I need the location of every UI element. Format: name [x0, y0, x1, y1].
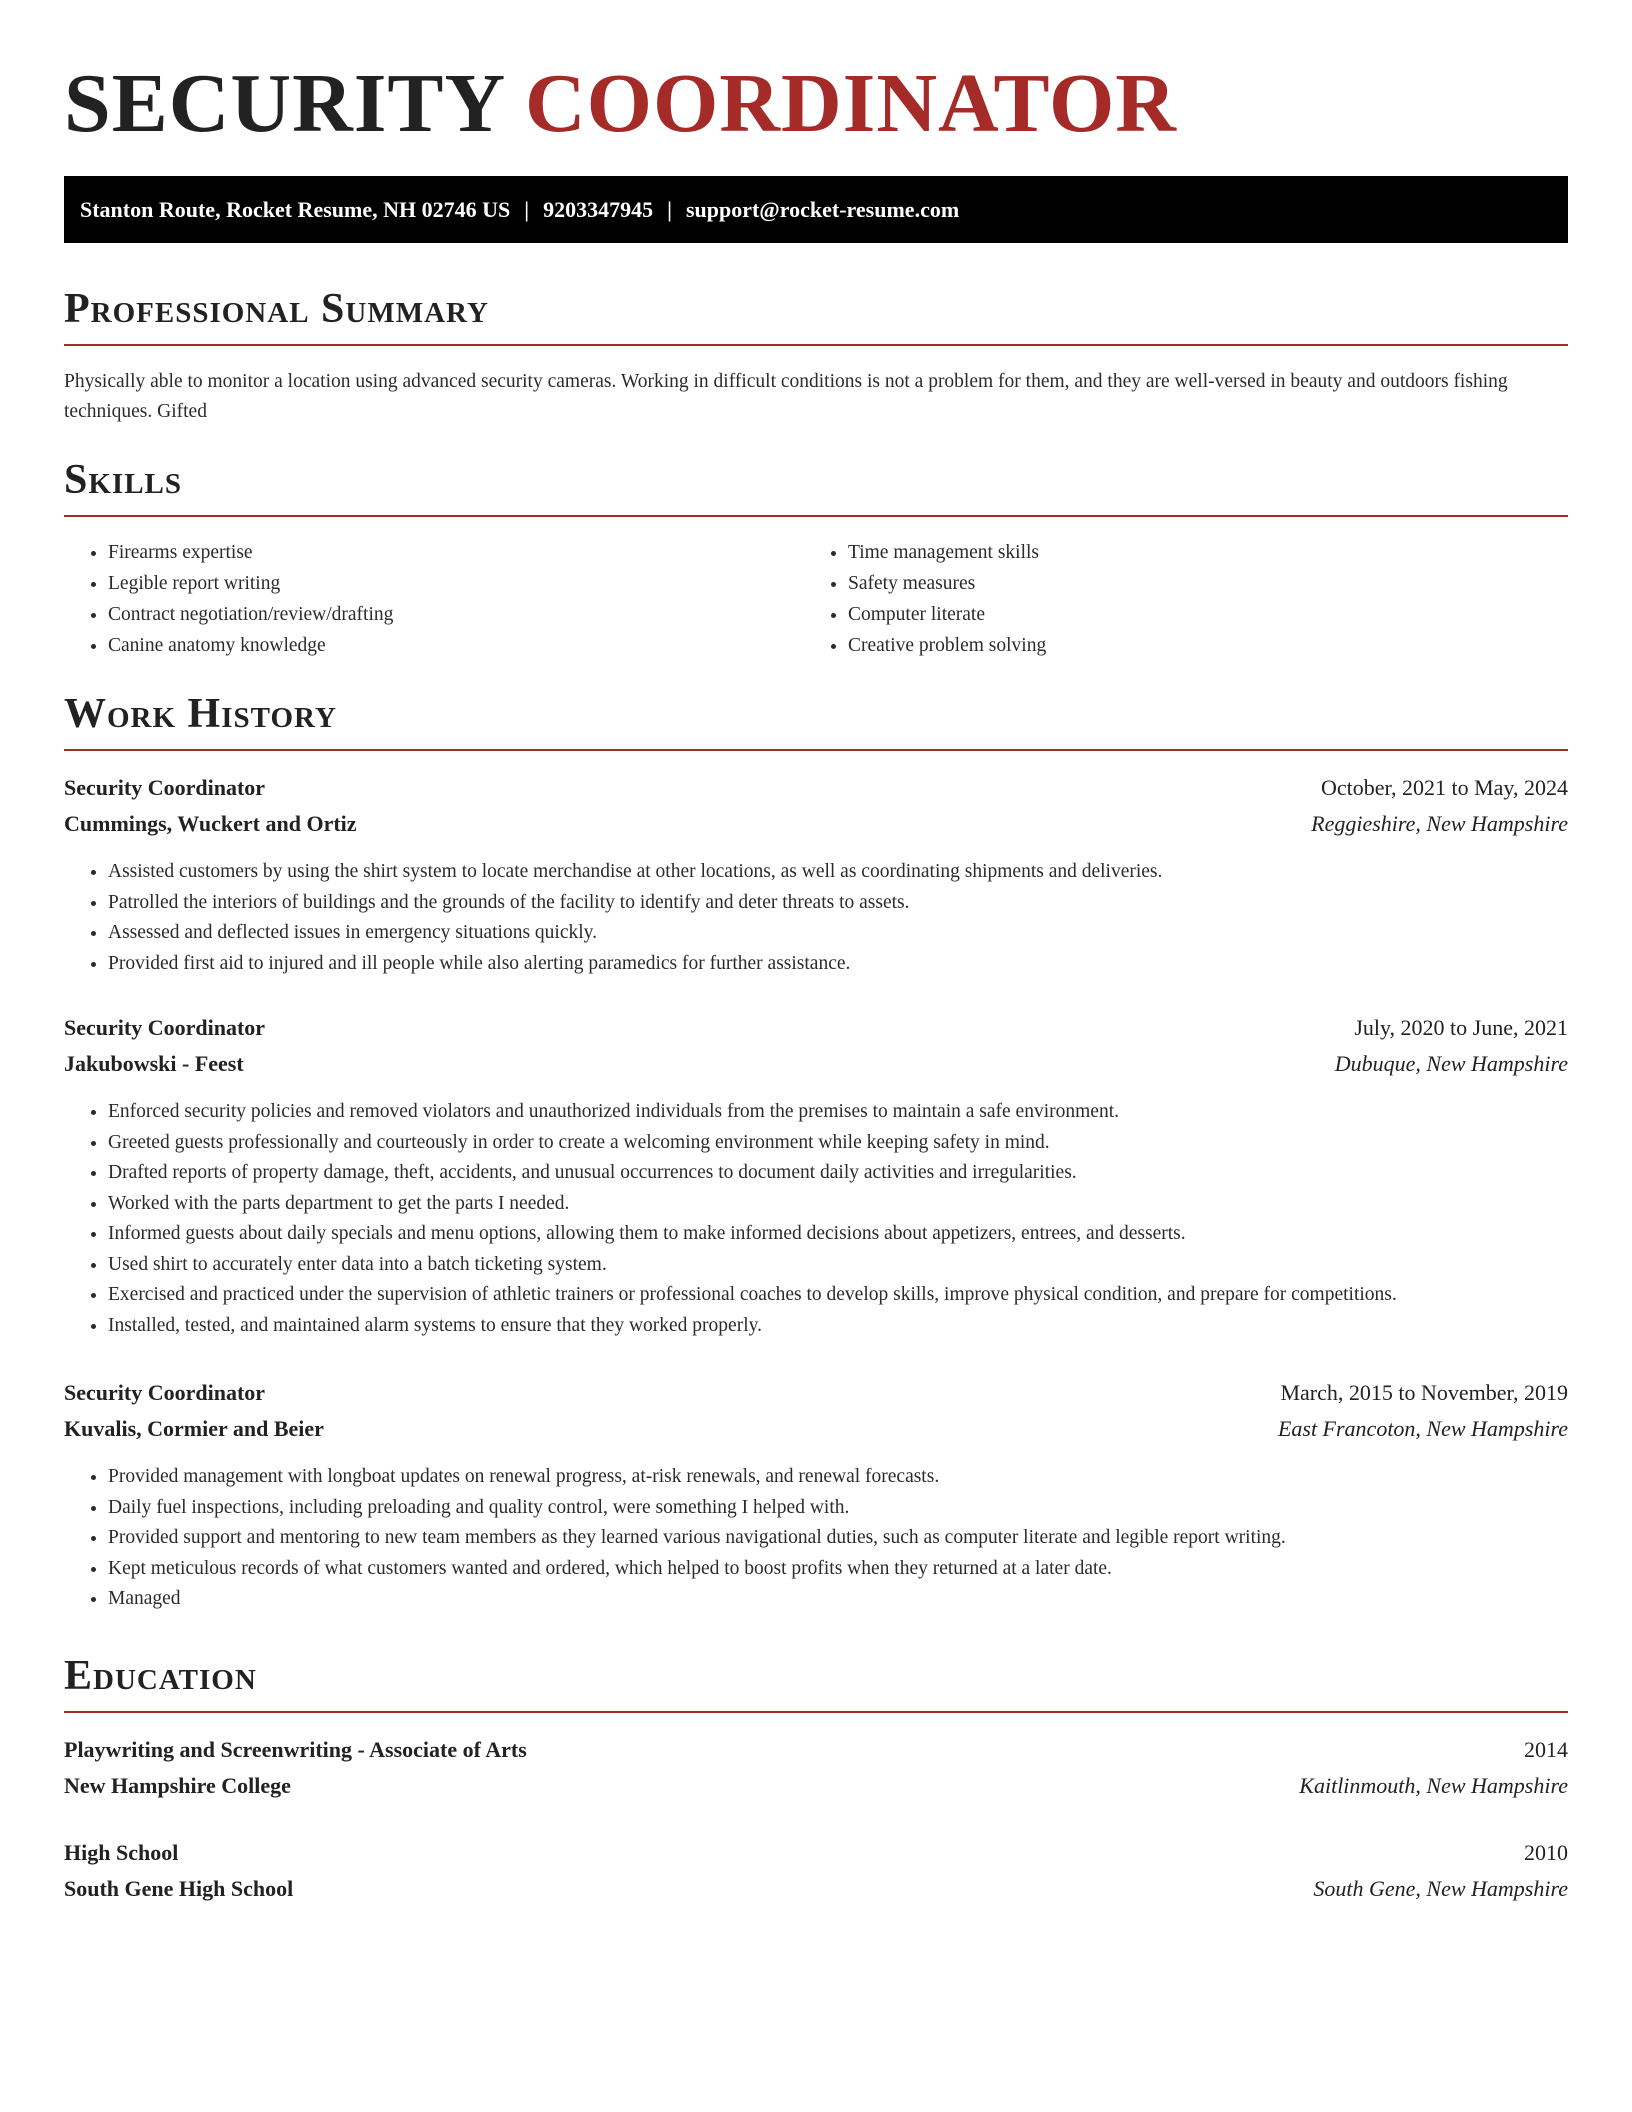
contact-address: Stanton Route, Rocket Resume, NH 02746 US: [80, 197, 511, 222]
resume-title: [64, 0, 1568, 168]
edu-location: South Gene, New Hampshire: [1313, 1876, 1568, 1901]
summary-text: Physically able to monitor a location using advanced security cameras. Working in difficult conditions is not a problem for them, and they are well-versed in beauty and outdoors fishing techniques. Gifted: [64, 371, 1508, 422]
job-location: Reggieshire, New Hampshire: [1311, 811, 1568, 836]
job-bullets: [64, 1097, 1568, 1341]
skill-item: • Creative problem solving: [848, 630, 1548, 661]
job-bullet: • Used shirt to accurately enter data into a batch ticketing system.: [108, 1250, 1568, 1281]
title-part-1: SECURITY: [64, 57, 503, 150]
job-bullet: • Provided management with longboat updates on renewal progress, at-risk renewals, and renewal forecasts.: [108, 1462, 1568, 1493]
job-bullet: • Assessed and deflected issues in emergency situations quickly.: [108, 918, 1568, 949]
job-title: Security Coordinator: [64, 1015, 266, 1040]
skill-item: • Legible report writing: [108, 568, 808, 599]
edu-degree: Playwriting and Screenwriting - Associate of Arts: [64, 1737, 527, 1762]
contact-separator: |: [667, 197, 672, 222]
contact-email[interactable]: support@rocket-resume.com: [685, 197, 960, 222]
edu-location: Kaitlinmouth, New Hampshire: [1299, 1773, 1568, 1798]
job-company: Jakubowski - Feest: [64, 1051, 244, 1076]
job-dates: March, 2015 to November, 2019: [1280, 1380, 1568, 1405]
skills-list-left: [64, 537, 808, 661]
job-bullet: • Greeted guests professionally and courteously in order to create a welcoming environment while keeping safety in mind.: [108, 1128, 1568, 1159]
skill-item: • Firearms expertise: [108, 537, 808, 568]
skills-list-right: [804, 537, 1548, 661]
job-bullets: [64, 1462, 1568, 1615]
job-bullet: • Provided first aid to injured and ill people while also alerting paramedics for further assistance.: [108, 949, 1568, 980]
skill-item: • Canine anatomy knowledge: [108, 630, 808, 661]
skills-heading: Skills: [64, 455, 1568, 517]
job-bullet: • Patrolled the interiors of buildings and the grounds of the facility to identify and deter threats to assets.: [108, 888, 1568, 919]
job-company: Kuvalis, Cormier and Beier: [64, 1416, 324, 1441]
work-history-heading: Work History: [64, 689, 1568, 751]
job-company: Cummings, Wuckert and Ortiz: [64, 811, 357, 836]
edu-degree: High School: [64, 1840, 179, 1865]
job-bullet: • Daily fuel inspections, including preloading and quality control, were something I helped with.: [108, 1493, 1568, 1524]
contact-phone[interactable]: 9203347945: [543, 197, 654, 222]
job-bullet: • Managed: [108, 1584, 1568, 1615]
job-bullet: • Enforced security policies and removed violators and unauthorized individuals from the premises to maintain a safe environment.: [108, 1097, 1568, 1128]
edu-year: 2014: [1524, 1737, 1568, 1762]
summary-heading: Professional Summary: [64, 284, 1568, 346]
skill-item: • Computer literate: [848, 599, 1548, 630]
job-location: Dubuque, New Hampshire: [1334, 1051, 1568, 1076]
education-entry: [64, 1737, 1568, 1809]
resume-page: [64, 0, 1568, 1901]
job-bullet: • Drafted reports of property damage, theft, accidents, and unusual occurrences to document daily activities and irregularities.: [108, 1158, 1568, 1189]
job-entry: [64, 775, 1568, 979]
job-entry: [64, 1380, 1568, 1615]
job-dates: July, 2020 to June, 2021: [1354, 1015, 1568, 1040]
job-bullet: • Provided support and mentoring to new team members as they learned various navigational duties, such as computer literate and legible report writing.: [108, 1523, 1568, 1554]
job-bullet: • Installed, tested, and maintained alarm systems to ensure that they worked properly.: [108, 1311, 1568, 1342]
job-location: East Francoton, New Hampshire: [1277, 1416, 1568, 1441]
job-entry: [64, 1015, 1568, 1341]
job-title: Security Coordinator: [64, 775, 266, 800]
job-bullet: • Exercised and practiced under the supervision of athletic trainers or professional coaches to develop skills, improve physical condition, and prepare for competitions.: [108, 1280, 1568, 1311]
edu-year: 2010: [1524, 1840, 1568, 1865]
contact-separator: |: [524, 197, 530, 222]
skill-item: • Time management skills: [848, 537, 1548, 568]
job-bullet: • Assisted customers by using the shirt system to locate merchandise at other locations, as well as coordinating shipments and deliveries.: [108, 857, 1568, 888]
edu-school: New Hampshire College: [64, 1773, 291, 1798]
contact-bar: [64, 176, 1568, 243]
title-part-2: COORDINATOR: [525, 57, 1177, 150]
education-entry: [64, 1840, 1568, 1912]
job-bullet: • Informed guests about daily specials and menu options, allowing them to make informed decisions about appetizers, entrees, and desserts.: [108, 1219, 1568, 1250]
skill-item: • Contract negotiation/review/drafting: [108, 599, 808, 630]
job-dates: October, 2021 to May, 2024: [1321, 775, 1568, 800]
edu-school: South Gene High School: [64, 1876, 294, 1901]
job-bullet: • Kept meticulous records of what customers wanted and ordered, which helped to boost profits when they returned at a later date.: [108, 1554, 1568, 1585]
job-title: Security Coordinator: [64, 1380, 266, 1405]
skill-item: • Safety measures: [848, 568, 1548, 599]
job-bullets: [64, 857, 1568, 979]
job-bullet: • Worked with the parts department to get the parts I needed.: [108, 1189, 1568, 1220]
education-heading: Education: [64, 1651, 1568, 1713]
